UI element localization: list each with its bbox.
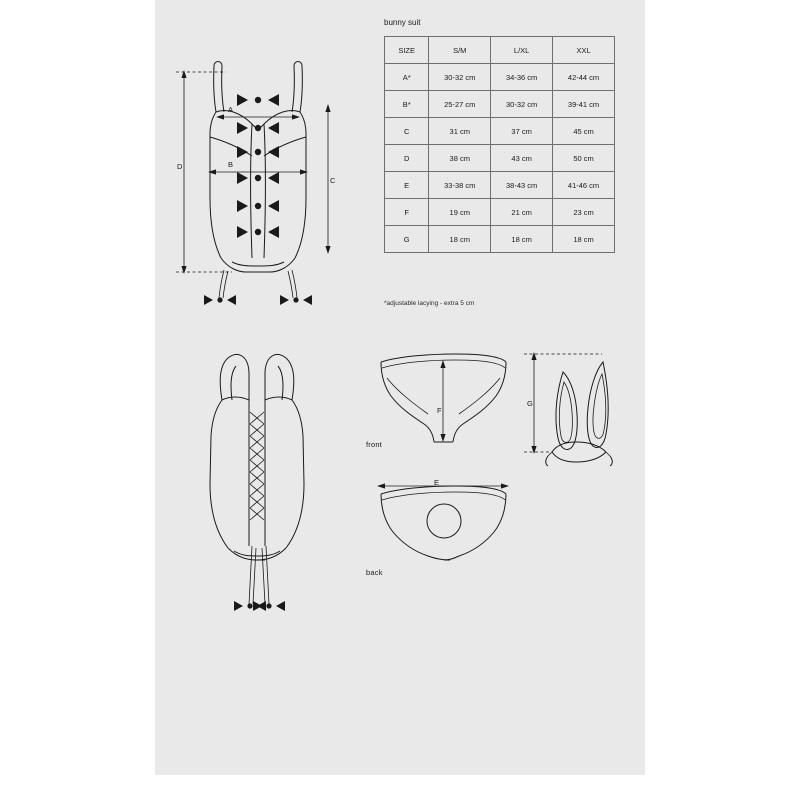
measure-label-f: F [437, 406, 442, 415]
cell-lxl: 30-32 cm [491, 91, 553, 118]
cell-lxl: 37 cm [491, 118, 553, 145]
measure-label-b: B [228, 160, 234, 169]
table-row [385, 226, 615, 253]
table-header-row [385, 37, 615, 64]
cell-lxl: 38-43 cm [491, 172, 553, 199]
table-header-lxl: L/XL [491, 37, 553, 64]
cell-size: E [385, 172, 429, 199]
cell-sm: 25-27 cm [429, 91, 491, 118]
cell-xxl: 41-46 cm [553, 172, 615, 199]
table-row [385, 145, 615, 172]
table-row [385, 64, 615, 91]
measure-label-g: G [527, 399, 534, 408]
cell-xxl: 39-41 cm [553, 91, 615, 118]
measure-label-c: C [330, 176, 336, 185]
cell-xxl: 18 cm [553, 226, 615, 253]
cell-size: B* [385, 91, 429, 118]
cell-sm: 30-32 cm [429, 64, 491, 91]
size-chart-table [384, 36, 615, 253]
cell-size: F [385, 199, 429, 226]
measure-label-e: E [434, 478, 440, 487]
cell-sm: 38 cm [429, 145, 491, 172]
cell-lxl: 43 cm [491, 145, 553, 172]
cell-xxl: 45 cm [553, 118, 615, 145]
view-label-back: back [366, 568, 383, 577]
page-title: bunny suit [384, 18, 421, 27]
table-row [385, 118, 615, 145]
cell-lxl: 21 cm [491, 199, 553, 226]
cell-lxl: 18 cm [491, 226, 553, 253]
cell-xxl: 23 cm [553, 199, 615, 226]
measure-label-a: A [228, 105, 234, 114]
cell-size: D [385, 145, 429, 172]
table-row [385, 172, 615, 199]
view-label-front: front [366, 440, 383, 449]
table-header-sm: S/M [429, 37, 491, 64]
table-row [385, 199, 615, 226]
cell-size: A* [385, 64, 429, 91]
cell-sm: 19 cm [429, 199, 491, 226]
cell-sm: 18 cm [429, 226, 491, 253]
cell-size: G [385, 226, 429, 253]
table-row [385, 91, 615, 118]
table-footnote: *adjustable lacying - extra 5 cm [384, 300, 475, 307]
cell-sm: 31 cm [429, 118, 491, 145]
table-header-xxl: XXL [553, 37, 615, 64]
cell-sm: 33-38 cm [429, 172, 491, 199]
cell-size: C [385, 118, 429, 145]
cell-xxl: 42-44 cm [553, 64, 615, 91]
cell-xxl: 50 cm [553, 145, 615, 172]
cell-lxl: 34-36 cm [491, 64, 553, 91]
measure-label-d: D [177, 162, 183, 171]
table-header-size: SIZE [385, 37, 429, 64]
